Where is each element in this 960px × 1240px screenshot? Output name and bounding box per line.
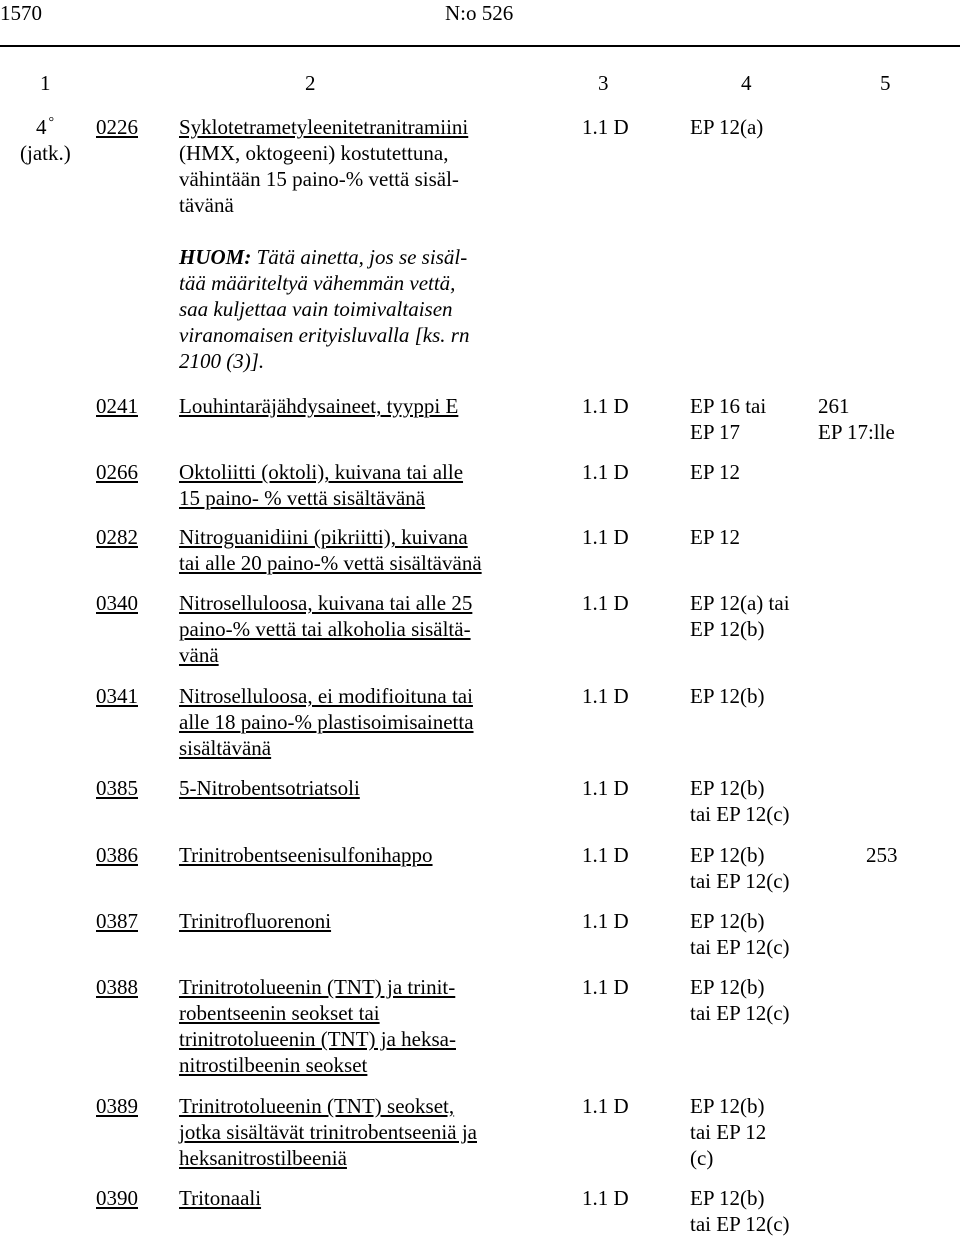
substance-name-line: Louhintaräjähdysaineet, tyyppi E bbox=[179, 394, 459, 418]
remark-line: 2100 (3)]. bbox=[179, 349, 265, 373]
substance-name-line: Nitroguanidiini (pikriitti), kuivana bbox=[179, 525, 468, 549]
special-provision-line: 261 bbox=[818, 394, 850, 418]
substance-name-line: alle 18 paino-% plastisoimisainetta bbox=[179, 710, 474, 734]
column-header-4: 4 bbox=[741, 71, 752, 95]
substance-name-line: Trinitrotolueenin (TNT) seokset, bbox=[179, 1094, 455, 1118]
substance-name-line: jotka sisältävät trinitrobentseeniä ja bbox=[179, 1120, 477, 1144]
packing-instruction-line: EP 12(b) bbox=[690, 1094, 765, 1118]
remark-line: saa kuljettaa vain toimivaltaisen bbox=[179, 297, 453, 321]
substance-name-line: vänä bbox=[179, 643, 219, 667]
packing-instruction-line: EP 12(a) bbox=[690, 115, 764, 139]
un-number: 0226 bbox=[96, 115, 138, 139]
packing-instruction-line: tai EP 12(c) bbox=[690, 1001, 790, 1025]
packing-instruction-line: tai EP 12(c) bbox=[690, 869, 790, 893]
substance-name-line: nitrostilbeenin seokset bbox=[179, 1053, 368, 1077]
classification-code: 1.1 D bbox=[582, 843, 629, 867]
substance-name bbox=[179, 842, 569, 868]
substance-name-line: Trinitrotolueenin (TNT) ja trinit- bbox=[179, 975, 456, 999]
packing-instruction bbox=[690, 974, 820, 1026]
packing-instruction-line: EP 12 bbox=[690, 460, 740, 484]
special-provision bbox=[818, 393, 895, 445]
packing-instruction bbox=[690, 114, 820, 140]
substance-name bbox=[179, 114, 569, 218]
header-rule bbox=[0, 45, 960, 47]
substance-name bbox=[179, 683, 569, 761]
substance-name-line: trinitrotolueenin (TNT) ja heksa- bbox=[179, 1027, 456, 1051]
column-header-5: 5 bbox=[880, 71, 891, 95]
un-number: 0387 bbox=[96, 909, 138, 933]
substance-name-line: Syklotetrametyleenitetranitramiini bbox=[179, 115, 469, 139]
packing-instruction-line: EP 12(b) bbox=[690, 975, 765, 999]
classification-code: 1.1 D bbox=[582, 684, 629, 708]
substance-name-line: paino-% vettä tai alkoholia sisältä- bbox=[179, 617, 471, 641]
packing-instruction-line: tai EP 12(c) bbox=[690, 802, 790, 826]
classification-code: 1.1 D bbox=[582, 394, 629, 418]
substance-name-line: vähintään 15 paino-% vettä sisäl- bbox=[179, 167, 459, 191]
substance-name-line: Trinitrobentseenisulfonihappo bbox=[179, 843, 433, 867]
substance-name bbox=[179, 393, 569, 419]
substance-name-line: Oktoliitti (oktoli), kuivana tai alle bbox=[179, 460, 464, 484]
special-provision-line: 253 bbox=[866, 843, 898, 867]
special-provision-line: EP 17:lle bbox=[818, 420, 895, 444]
un-number: 0341 bbox=[96, 684, 138, 708]
group-continued: (jatk.) bbox=[20, 141, 71, 165]
packing-instruction-line: EP 17 bbox=[690, 420, 740, 444]
packing-instruction-line: EP 12(b) bbox=[690, 909, 765, 933]
substance-name-line: Nitroselluloosa, ei modifioituna tai bbox=[179, 684, 473, 708]
packing-instruction-line: (c) bbox=[690, 1146, 714, 1170]
classification-code: 1.1 D bbox=[582, 1186, 629, 1210]
classification-code: 1.1 D bbox=[582, 460, 629, 484]
un-number: 0386 bbox=[96, 843, 138, 867]
substance-name-line: Tritonaali bbox=[179, 1186, 262, 1210]
packing-instruction bbox=[690, 1093, 820, 1171]
substance-name bbox=[179, 1093, 569, 1171]
substance-name bbox=[179, 459, 569, 511]
column-header-2: 2 bbox=[305, 71, 316, 95]
group-number: 4 ° bbox=[36, 115, 55, 139]
un-number: 0385 bbox=[96, 776, 138, 800]
packing-instruction bbox=[690, 393, 820, 445]
substance-name bbox=[179, 775, 569, 801]
un-number: 0390 bbox=[96, 1186, 138, 1210]
un-number: 0282 bbox=[96, 525, 138, 549]
classification-code: 1.1 D bbox=[582, 776, 629, 800]
substance-name bbox=[179, 590, 569, 668]
un-number: 0266 bbox=[96, 460, 138, 484]
remark-line: viranomaisen erityisluvalla [ks. rn bbox=[179, 323, 470, 347]
packing-instruction-line: EP 12(a) tai bbox=[690, 591, 790, 615]
packing-instruction bbox=[690, 683, 820, 709]
substance-name-line: tai alle 20 paino-% vettä sisältävänä bbox=[179, 551, 482, 575]
un-number: 0241 bbox=[96, 394, 138, 418]
packing-instruction bbox=[690, 842, 820, 894]
packing-instruction bbox=[690, 459, 820, 485]
classification-code: 1.1 D bbox=[582, 591, 629, 615]
packing-instruction bbox=[690, 775, 820, 827]
packing-instruction bbox=[690, 1185, 820, 1237]
remark-block bbox=[179, 244, 569, 374]
classification-code: 1.1 D bbox=[582, 975, 629, 999]
packing-instruction-line: tai EP 12(c) bbox=[690, 1212, 790, 1236]
substance-name-line: heksanitrostilbeeniä bbox=[179, 1146, 347, 1170]
substance-name bbox=[179, 1185, 569, 1211]
substance-name-line: (HMX, oktogeeni) kostutettuna, bbox=[179, 141, 449, 165]
remark-line: tää määriteltyä vähemmän vettä, bbox=[179, 271, 456, 295]
un-number: 0388 bbox=[96, 975, 138, 999]
page-number: 1570 bbox=[0, 1, 42, 25]
packing-instruction-line: EP 12(b) bbox=[690, 843, 765, 867]
packing-instruction bbox=[690, 908, 820, 960]
substance-name-line: 15 paino- % vettä sisältävänä bbox=[179, 486, 426, 510]
column-header-1: 1 bbox=[40, 71, 51, 95]
packing-instruction-line: EP 12 bbox=[690, 525, 740, 549]
substance-name-line: robentseenin seokset tai bbox=[179, 1001, 380, 1025]
substance-name-line: Nitroselluloosa, kuivana tai alle 25 bbox=[179, 591, 473, 615]
classification-code: 1.1 D bbox=[582, 909, 629, 933]
packing-instruction-line: EP 12(b) bbox=[690, 776, 765, 800]
packing-instruction bbox=[690, 590, 820, 642]
substance-name bbox=[179, 908, 569, 934]
substance-name bbox=[179, 524, 569, 576]
remark-line bbox=[179, 244, 569, 270]
column-header-3: 3 bbox=[598, 71, 609, 95]
remark-label: HUOM: bbox=[179, 245, 252, 269]
classification-code: 1.1 D bbox=[582, 115, 629, 139]
substance-name bbox=[179, 974, 569, 1078]
remark-text: Tätä ainetta, jos se sisäl- bbox=[256, 245, 468, 269]
substance-name-line: Trinitrofluorenoni bbox=[179, 909, 332, 933]
packing-instruction-line: EP 16 tai bbox=[690, 394, 767, 418]
classification-code: 1.1 D bbox=[582, 1094, 629, 1118]
packing-instruction-line: tai EP 12(c) bbox=[690, 935, 790, 959]
substance-name-line: sisältävänä bbox=[179, 736, 272, 760]
packing-instruction bbox=[690, 524, 820, 550]
un-number: 0389 bbox=[96, 1094, 138, 1118]
classification-code: 1.1 D bbox=[582, 525, 629, 549]
substance-name-line: tävänä bbox=[179, 193, 234, 217]
substance-name-line: 5-Nitrobentsotriatsoli bbox=[179, 776, 360, 800]
un-number: 0340 bbox=[96, 591, 138, 615]
packing-instruction-line: EP 12(b) bbox=[690, 684, 765, 708]
special-provision bbox=[866, 842, 898, 868]
packing-instruction-line: EP 12(b) bbox=[690, 617, 765, 641]
document-number: N:o 526 bbox=[445, 1, 514, 25]
packing-instruction-line: tai EP 12 bbox=[690, 1120, 767, 1144]
packing-instruction-line: EP 12(b) bbox=[690, 1186, 765, 1210]
